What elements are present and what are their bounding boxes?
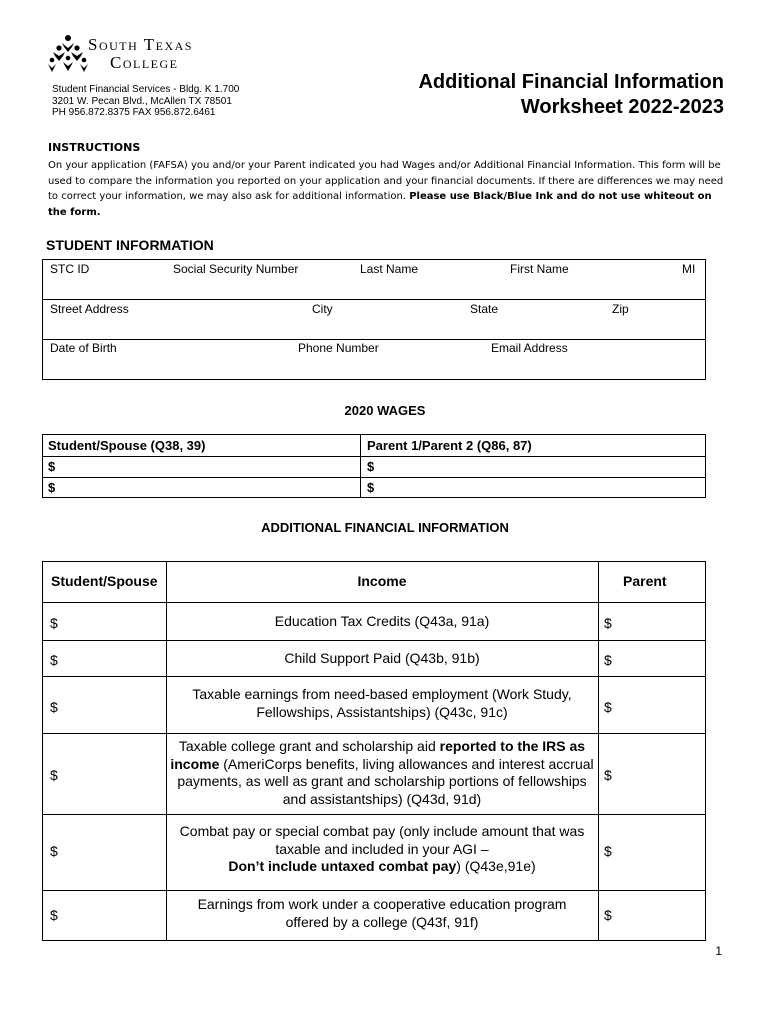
wages-line-2 (43, 477, 705, 478)
afi-row-line-4 (43, 733, 705, 734)
education-tax-credits-parent[interactable]: $ (604, 615, 612, 631)
student-info-row-3 (43, 340, 705, 380)
address-line-3: PH 956.872.8375 FAX 956.872.6461 (52, 107, 216, 118)
wages-student-amount-1[interactable]: $ (48, 459, 56, 474)
need-based-earnings-student[interactable]: $ (50, 699, 58, 715)
afi-student-header: Student/Spouse (51, 573, 158, 589)
last-name-field[interactable]: Last Name (360, 262, 419, 276)
student-info-heading: STUDENT INFORMATION (46, 237, 214, 253)
child-support-paid-parent[interactable]: $ (604, 652, 612, 668)
grant-scholarship-aid-label (168, 738, 596, 808)
afi-row-line-2 (43, 640, 705, 641)
combat-pay-text: Combat pay or special combat pay (only include amount that was taxable and included in your AGI – (179, 823, 585, 857)
afi-row-line-3 (43, 676, 705, 677)
wages-table (42, 434, 706, 498)
afi-row-line-6 (43, 890, 705, 891)
combat-pay-ref: ) (Q43e,91e) (456, 858, 536, 874)
state-field[interactable]: State (470, 302, 499, 316)
title-line-1: Additional Financial Information (418, 71, 724, 93)
coop-education-earnings-parent[interactable]: $ (604, 907, 612, 923)
mi-field[interactable]: MI (682, 262, 696, 276)
education-tax-credits-student[interactable]: $ (50, 615, 58, 631)
combat-pay-student[interactable]: $ (50, 843, 58, 859)
coop-education-earnings-label: Earnings from work under a cooperative education program offered by a college (Q43f, 91f) (197, 896, 567, 930)
logo-wordmark (88, 36, 193, 72)
afi-col-divider-2 (598, 562, 599, 940)
afi-row-line-5 (43, 814, 705, 815)
zip-field[interactable]: Zip (612, 302, 629, 316)
need-based-earnings-parent[interactable]: $ (604, 699, 612, 715)
coop-education-earnings-student[interactable]: $ (50, 907, 58, 923)
stc-id-field[interactable]: STC ID (50, 262, 90, 276)
afi-table (42, 561, 706, 941)
grant-aid-irs-note: reported to the IRS as income (170, 738, 586, 772)
wages-line-1 (43, 456, 705, 457)
grant-scholarship-aid-parent[interactable]: $ (604, 767, 612, 783)
student-info-row-1 (43, 260, 705, 300)
logo-line-2: College (110, 53, 179, 72)
address-line-1: Student Financial Services - Bldg. K 1.700 (52, 84, 240, 95)
wages-divider (360, 435, 361, 497)
wages-parent-amount-2[interactable]: $ (367, 480, 375, 495)
afi-parent-header: Parent (623, 573, 667, 589)
grant-aid-text-1: Taxable college grant and scholarship aid (178, 738, 440, 754)
grant-aid-text-2: (AmeriCorps benefits, living allowances and interest accrual payments, as well as grant and scholarship portions of fellowships and assistantships) (Q43d, 91d) (177, 755, 594, 807)
ssn-field[interactable]: Social Security Number (173, 262, 299, 276)
wages-parent-header: Parent 1/Parent 2 (Q86, 87) (367, 438, 532, 453)
page-number: 1 (715, 944, 722, 958)
wages-student-amount-2[interactable]: $ (48, 480, 56, 495)
student-info-row-2 (43, 300, 705, 340)
city-field[interactable]: City (312, 302, 333, 316)
wages-student-header: Student/Spouse (Q38, 39) (48, 438, 206, 453)
email-address-field[interactable]: Email Address (491, 341, 568, 355)
first-name-field[interactable]: First Name (510, 262, 569, 276)
instructions-ink-note: Please use Black/Blue Ink and do not use whiteout on the form. (48, 191, 712, 218)
student-info-box (42, 259, 706, 380)
date-of-birth-field[interactable]: Date of Birth (50, 341, 117, 355)
logo-line-1: South Texas (88, 35, 193, 54)
form-title (418, 70, 724, 120)
afi-heading: ADDITIONAL FINANCIAL INFORMATION (261, 520, 509, 535)
afi-col-divider-1 (166, 562, 167, 940)
phone-number-field[interactable]: Phone Number (298, 341, 379, 355)
title-line-2: Worksheet 2022-2023 (520, 96, 724, 118)
college-logo (48, 32, 218, 80)
wages-parent-amount-1[interactable]: $ (367, 459, 375, 474)
street-address-field[interactable]: Street Address (50, 302, 129, 316)
combat-pay-label (175, 823, 589, 876)
logo-figures-icon (48, 34, 88, 74)
office-address (52, 84, 239, 119)
afi-row-line-1 (43, 602, 705, 603)
combat-pay-exclusion: Don’t include untaxed combat pay (228, 858, 457, 874)
child-support-paid-label: Child Support Paid (Q43b, 91b) (284, 650, 480, 666)
education-tax-credits-label: Education Tax Credits (Q43a, 91a) (274, 613, 490, 629)
combat-pay-parent[interactable]: $ (604, 843, 612, 859)
wages-heading: 2020 WAGES (344, 403, 426, 418)
instructions-text (48, 158, 728, 220)
grant-scholarship-aid-student[interactable]: $ (50, 767, 58, 783)
child-support-paid-student[interactable]: $ (50, 652, 58, 668)
instructions-heading: INSTRUCTIONS (48, 141, 141, 154)
address-line-2: 3201 W. Pecan Blvd., McAllen TX 78501 (52, 95, 232, 107)
need-based-earnings-label: Taxable earnings from need-based employment (Work Study, Fellowships, Assistantships) (Q43c, 91c) (192, 686, 572, 720)
instructions-body: On your application (FAFSA) you and/or your Parent indicated you had Wages and/or Additional Financial Information. This form will be used to compare the information you reported on your application and your financial documents. If there are differences we may need to correct your information, we may also ask for additional information. (48, 160, 724, 202)
afi-income-header: Income (357, 573, 407, 589)
